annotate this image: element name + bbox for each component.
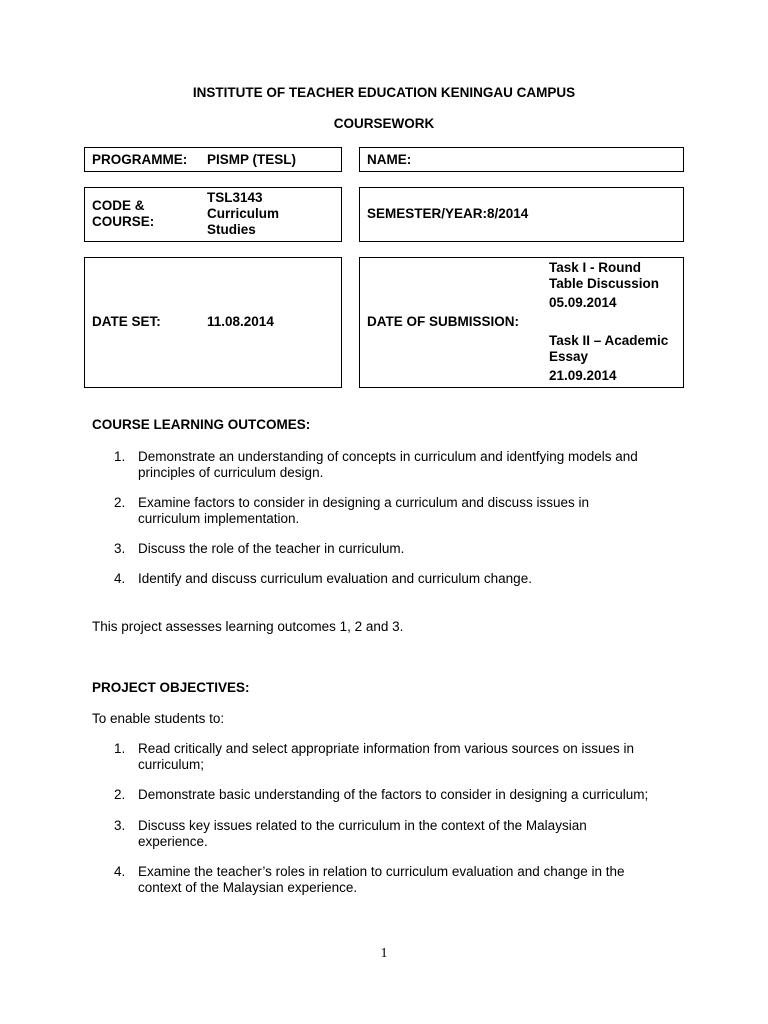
task1-line1: Task I - Round <box>549 260 642 275</box>
name-box <box>359 147 684 172</box>
page-number: 1 <box>380 946 388 961</box>
programme-box <box>84 147 342 172</box>
semester-box <box>359 187 684 242</box>
date-set-value: 11.08.2014 <box>207 314 274 329</box>
programme-value: PISMP (TESL) <box>207 152 297 167</box>
coursework-title: COURSEWORK <box>333 116 435 131</box>
task2-line2: Essay <box>549 349 589 364</box>
programme-label: PROGRAMME: <box>92 152 188 167</box>
code-label-line1: CODE & <box>92 198 145 213</box>
date-set-label: DATE SET: <box>92 314 161 329</box>
date-set-box <box>84 257 342 388</box>
code-label-line2: COURSE: <box>92 214 155 229</box>
task1-line2: Table Discussion <box>549 276 660 291</box>
semester-label: SEMESTER/YEAR:8/2014 <box>367 206 529 221</box>
code-course-box <box>84 187 342 242</box>
course-name-line1: Curriculum <box>207 206 280 221</box>
task2-line1: Task II – Academic <box>549 333 669 348</box>
assesses-text: This project assesses learning outcomes 1, 2 and 3. <box>92 619 404 634</box>
course-code: TSL3143 <box>207 190 263 205</box>
objectives-intro: To enable students to: <box>92 711 225 726</box>
objectives-heading: PROJECT OBJECTIVES: <box>92 680 250 695</box>
course-name-line2: Studies <box>207 222 256 237</box>
submission-label: DATE OF SUBMISSION: <box>367 314 520 329</box>
institute-title: INSTITUTE OF TEACHER EDUCATION KENINGAU CAMPUS <box>192 85 576 100</box>
task2-date: 21.09.2014 <box>549 368 617 383</box>
outcomes-heading: COURSE LEARNING OUTCOMES: <box>92 417 311 432</box>
name-label: NAME: <box>367 152 412 167</box>
document-page: INSTITUTE OF TEACHER EDUCATION KENINGAU CAMPUS COURSEWORK PROGRAMME: PISMP (TESL) NAME: CODE & COURSE: TSL3143 Curriculum Studies SEMESTER/YEAR:8/2014 DATE SET: 11.08.2014 DATE OF SUBMISSION: Task I - Round Table Discussion 05.09.2014 Task II – Academic Essay 21.09.2014 COURSE LEARNING OUTCOMES: 1. Demonstrate an understanding of concepts in curriculum and identfying models and principles of curriculum design. 2. Examine factors to consider in designing a curriculum and discuss issues in curriculum implementation. 3. Discuss the role of the teacher in curriculum. 4. Identify and discuss curriculum evaluation and curriculum change. This project assesses learning outcomes 1, 2 and 3. PROJECT OBJECTIVES: To enable students to: 1. Read critically and select appropriate information from various sources on issues in curriculum; 2. Demonstrate basic understanding of the factors to consider in designing a curriculum; 3. Discuss key issues related to the curriculum in the context of the Malaysian experience. 4. Examine the teacher’s roles in relation to curriculum evaluation and change in the context of the Malaysian experience. 1 <box>0 0 768 1024</box>
submission-box <box>359 257 684 388</box>
task1-date: 05.09.2014 <box>549 295 617 310</box>
